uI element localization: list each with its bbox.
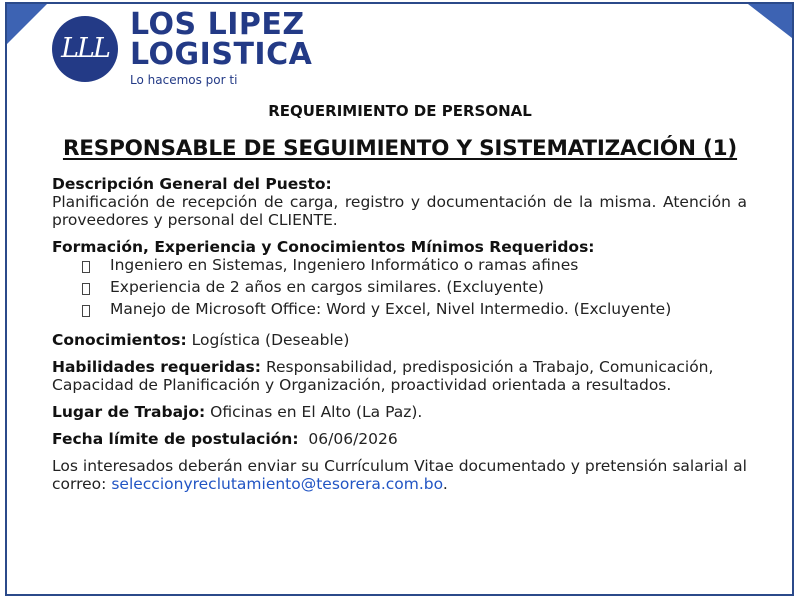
description-text: Planificación de recepción de carga, registro y documentación de la misma. Atención a proveedores y personal del CLIENTE.	[52, 193, 747, 229]
company-logo	[52, 7, 313, 87]
bullet-icon	[82, 300, 110, 322]
section-deadline	[52, 430, 747, 448]
section-requirements	[52, 238, 747, 322]
section-description	[52, 175, 747, 229]
workplace-label: Lugar de Trabajo:	[52, 403, 206, 421]
bullet-icon	[82, 256, 110, 278]
section-skills	[52, 358, 747, 394]
list-item	[82, 300, 747, 322]
bullet-icon	[82, 278, 110, 300]
logo-name-line1: LOS LIPEZ	[130, 7, 305, 42]
contact-email-link[interactable]: seleccionyreclutamiento@tesorera.com.bo	[111, 475, 443, 493]
job-posting-content	[52, 175, 747, 502]
skills-label: Habilidades requeridas:	[52, 358, 261, 376]
job-title: RESPONSABLE DE SEGUIMIENTO Y SISTEMATIZACIÓN (1)	[62, 136, 738, 161]
logo-emblem: LLL	[52, 16, 118, 82]
requirement-text: Manejo de Microsoft Office: Word y Excel, Nivel Intermedio. (Excluyente)	[110, 300, 672, 318]
knowledge-value: Logística (Deseable)	[191, 331, 350, 349]
closing-text: Los interesados deberán enviar su Currículum Vitae documentado y pretensión salarial al correo:	[52, 457, 747, 493]
list-item	[82, 278, 747, 300]
knowledge-label: Conocimientos:	[52, 331, 187, 349]
requirements-heading: Formación, Experiencia y Conocimientos Mínimos Requeridos:	[52, 238, 595, 256]
deadline-label: Fecha límite de postulación:	[52, 430, 299, 448]
section-closing	[52, 457, 747, 493]
skills-value: Responsabilidad, predisposición a Trabajo, Comunicación, Capacidad de Planificación y Organización, proactividad orientada a resultados.	[52, 358, 714, 394]
corner-decoration-left	[7, 4, 47, 44]
logo-text	[130, 7, 313, 87]
requirements-list	[82, 256, 747, 322]
workplace-value: Oficinas en El Alto (La Paz).	[210, 403, 423, 421]
logo-name-line2: LOGISTICA	[130, 37, 313, 72]
document-subtitle: REQUERIMIENTO DE PERSONAL	[268, 102, 532, 120]
logo-tagline: Lo hacemos por ti	[130, 73, 238, 87]
requirement-text: Ingeniero en Sistemas, Ingeniero Informático o ramas afines	[110, 256, 579, 274]
corner-decoration-right	[748, 4, 792, 38]
list-item	[82, 256, 747, 278]
section-knowledge	[52, 331, 747, 349]
section-workplace	[52, 403, 747, 421]
requirement-text: Experiencia de 2 años en cargos similares. (Excluyente)	[110, 278, 544, 296]
description-heading: Descripción General del Puesto:	[52, 175, 332, 193]
closing-period: .	[442, 475, 448, 493]
deadline-value: 06/06/2026	[308, 430, 398, 448]
